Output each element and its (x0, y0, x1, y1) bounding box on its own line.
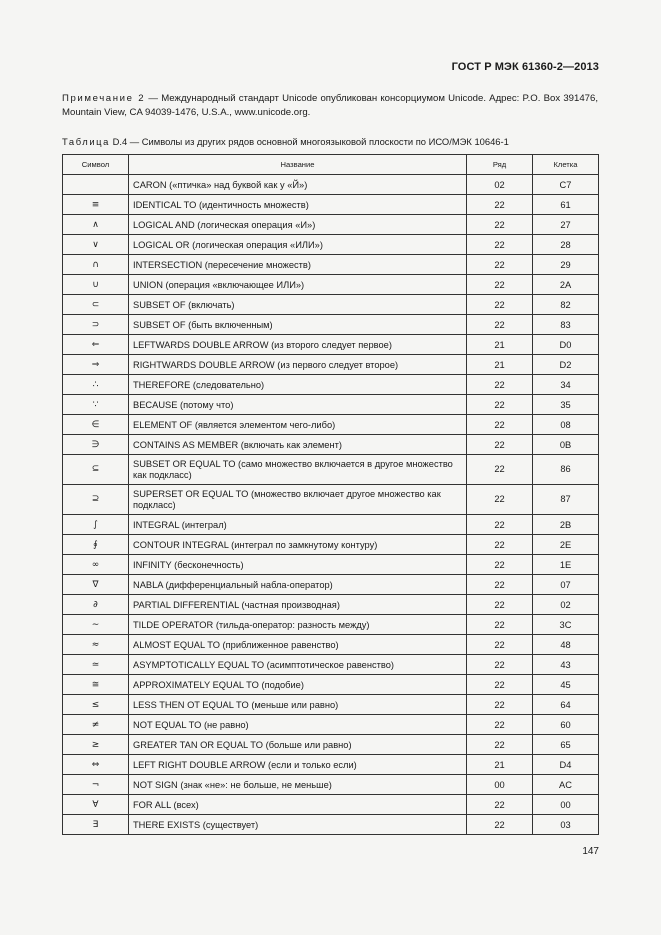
name-cell: LESS THEN OT EQUAL TO (меньше или равно) (129, 695, 467, 715)
symbol-cell: ∪ (63, 275, 129, 295)
symbol-cell: ∃ (63, 815, 129, 835)
name-cell: FOR ALL (всех) (129, 795, 467, 815)
table-row (63, 695, 599, 715)
table-row (63, 535, 599, 555)
table-row (63, 515, 599, 535)
name-cell: LOGICAL AND (логическая операция «И») (129, 215, 467, 235)
code-cell: D4 (533, 755, 599, 775)
code-cell: 2E (533, 535, 599, 555)
table-row (63, 655, 599, 675)
row-cell: 02 (467, 175, 533, 195)
code-cell: 07 (533, 575, 599, 595)
symbol-cell: ∧ (63, 215, 129, 235)
code-cell: 2B (533, 515, 599, 535)
name-cell: BECAUSE (потому что) (129, 395, 467, 415)
row-cell: 22 (467, 595, 533, 615)
table-row (63, 395, 599, 415)
code-cell: D2 (533, 355, 599, 375)
table-row (63, 795, 599, 815)
code-cell: 45 (533, 675, 599, 695)
row-cell: 22 (467, 635, 533, 655)
table-row (63, 415, 599, 435)
table-row (63, 485, 599, 515)
symbol-cell: ∋ (63, 435, 129, 455)
row-cell: 22 (467, 435, 533, 455)
name-cell: TILDE OPERATOR (тильда-оператор: разность между) (129, 615, 467, 635)
symbol-cell: ∇ (63, 575, 129, 595)
code-cell: 86 (533, 455, 599, 485)
name-cell: INTEGRAL (интеграл) (129, 515, 467, 535)
symbol-cell: ⊃ (63, 315, 129, 335)
symbol-cell: ∼ (63, 615, 129, 635)
symbol-cell: ∵ (63, 395, 129, 415)
symbol-cell: ∫ (63, 515, 129, 535)
symbol-cell: ≡ (63, 195, 129, 215)
name-cell: CARON («птичка» над буквой как у «Й») (129, 175, 467, 195)
code-cell: 2A (533, 275, 599, 295)
row-cell: 22 (467, 535, 533, 555)
name-cell: NOT SIGN (знак «не»: не больше, не меньше) (129, 775, 467, 795)
table-row (63, 675, 599, 695)
code-cell: AC (533, 775, 599, 795)
symbol-cell: ∮ (63, 535, 129, 555)
row-cell: 22 (467, 395, 533, 415)
name-cell: LEFT RIGHT DOUBLE ARROW (если и только если) (129, 755, 467, 775)
table-header-row (63, 155, 599, 175)
row-cell: 21 (467, 355, 533, 375)
row-cell: 22 (467, 485, 533, 515)
symbol-cell: ≥ (63, 735, 129, 755)
name-cell: SUBSET OR EQUAL TO (само множество включается в другое множество как подкласс) (129, 455, 467, 485)
row-cell: 22 (467, 515, 533, 535)
symbol-cell: ≃ (63, 655, 129, 675)
table-row (63, 775, 599, 795)
code-cell: 27 (533, 215, 599, 235)
table-row (63, 235, 599, 255)
page-number: 147 (582, 846, 599, 857)
table-row (63, 435, 599, 455)
name-cell: INFINITY (бесконечность) (129, 555, 467, 575)
code-cell: 29 (533, 255, 599, 275)
table-row (63, 455, 599, 485)
row-cell: 22 (467, 455, 533, 485)
name-cell: GREATER TAN OR EQUAL TO (больше или равно) (129, 735, 467, 755)
row-cell: 22 (467, 255, 533, 275)
symbol-cell: ∩ (63, 255, 129, 275)
table-row (63, 295, 599, 315)
code-cell: 87 (533, 485, 599, 515)
code-cell: 02 (533, 595, 599, 615)
row-cell: 22 (467, 275, 533, 295)
symbol-cell: ∀ (63, 795, 129, 815)
code-cell: 00 (533, 795, 599, 815)
table-row (63, 315, 599, 335)
header-name: Название (129, 155, 467, 175)
table-caption-label: Таблица (62, 136, 110, 147)
code-cell: D0 (533, 335, 599, 355)
name-cell: LEFTWARDS DOUBLE ARROW (из второго следует первое) (129, 335, 467, 355)
row-cell: 22 (467, 555, 533, 575)
code-cell: 60 (533, 715, 599, 735)
table-row (63, 615, 599, 635)
table-row (63, 255, 599, 275)
name-cell: SUPERSET OR EQUAL TO (множество включает другое множество как подкласс) (129, 485, 467, 515)
symbols-table (62, 154, 599, 835)
code-cell: 1E (533, 555, 599, 575)
name-cell: SUBSET OF (быть включенным) (129, 315, 467, 335)
symbol-cell: ≠ (63, 715, 129, 735)
code-cell: 03 (533, 815, 599, 835)
symbol-cell: ⇔ (63, 755, 129, 775)
name-cell: NABLA (дифференциальный набла-оператор) (129, 575, 467, 595)
name-cell: PARTIAL DIFFERENTIAL (частная производная) (129, 595, 467, 615)
name-cell: LOGICAL OR (логическая операция «ИЛИ») (129, 235, 467, 255)
row-cell: 22 (467, 215, 533, 235)
row-cell: 22 (467, 575, 533, 595)
table-row (63, 215, 599, 235)
table-row (63, 275, 599, 295)
symbol-cell: ∴ (63, 375, 129, 395)
name-cell: THEREFORE (следовательно) (129, 375, 467, 395)
symbol-cell: ∨ (63, 235, 129, 255)
row-cell: 22 (467, 195, 533, 215)
table-row (63, 175, 599, 195)
code-cell: 65 (533, 735, 599, 755)
name-cell: INTERSECTION (пересечение множеств) (129, 255, 467, 275)
code-cell: 83 (533, 315, 599, 335)
header-symbol: Символ (63, 155, 129, 175)
table-row (63, 575, 599, 595)
symbol-cell: ∈ (63, 415, 129, 435)
row-cell: 21 (467, 755, 533, 775)
name-cell: SUBSET OF (включать) (129, 295, 467, 315)
code-cell: 3C (533, 615, 599, 635)
symbol-cell: ≅ (63, 675, 129, 695)
name-cell: ASYMPTOTICALLY EQUAL TO (асимптотическое равенство) (129, 655, 467, 675)
row-cell: 22 (467, 315, 533, 335)
name-cell: CONTOUR INTEGRAL (интеграл по замкнутому контуру) (129, 535, 467, 555)
row-cell: 22 (467, 375, 533, 395)
header-row: Ряд (467, 155, 533, 175)
symbol-cell: ⇒ (63, 355, 129, 375)
symbol-cell (63, 175, 129, 195)
row-cell: 22 (467, 655, 533, 675)
table-row (63, 355, 599, 375)
table-row (63, 595, 599, 615)
row-cell: 00 (467, 775, 533, 795)
note-paragraph (62, 92, 598, 119)
row-cell: 22 (467, 295, 533, 315)
table-row (63, 715, 599, 735)
name-cell: ELEMENT OF (является элементом чего-либо) (129, 415, 467, 435)
table-caption-text: D.4 — Символы из других рядов основной многоязыковой плоскости по ИСО/МЭК 10646-1 (109, 136, 509, 147)
row-cell: 22 (467, 415, 533, 435)
symbol-cell: ≈ (63, 635, 129, 655)
symbol-cell: ⇐ (63, 335, 129, 355)
code-cell: 82 (533, 295, 599, 315)
name-cell: ALMOST EQUAL TO (приближенное равенство) (129, 635, 467, 655)
row-cell: 22 (467, 235, 533, 255)
symbol-cell: ⊇ (63, 485, 129, 515)
code-cell: 34 (533, 375, 599, 395)
code-cell: 61 (533, 195, 599, 215)
code-cell: 48 (533, 635, 599, 655)
code-cell: C7 (533, 175, 599, 195)
row-cell: 22 (467, 615, 533, 635)
table-row (63, 635, 599, 655)
symbol-cell: ∞ (63, 555, 129, 575)
name-cell: APPROXIMATELY EQUAL TO (подобие) (129, 675, 467, 695)
row-cell: 22 (467, 715, 533, 735)
table-row (63, 815, 599, 835)
table-row (63, 555, 599, 575)
table-body (63, 175, 599, 835)
note-label: Примечание 2 (62, 93, 146, 104)
symbol-cell: ⊂ (63, 295, 129, 315)
row-cell: 22 (467, 695, 533, 715)
row-cell: 22 (467, 815, 533, 835)
name-cell: CONTAINS AS MEMBER (включать как элемент) (129, 435, 467, 455)
table-row (63, 375, 599, 395)
symbol-cell: ∂ (63, 595, 129, 615)
note-text: — Международный стандарт Unicode опубликован консорциумом Unicode. Адрес: P.O. Box 391476, Mountain View, CA 94039-1476, U.S.A., www.unicode.org. (62, 93, 598, 118)
code-cell: 28 (533, 235, 599, 255)
code-cell: 35 (533, 395, 599, 415)
name-cell: THERE EXISTS (существует) (129, 815, 467, 835)
name-cell: NOT EQUAL TO (не равно) (129, 715, 467, 735)
header-cell: Клетка (533, 155, 599, 175)
table-caption (62, 136, 509, 147)
code-cell: 64 (533, 695, 599, 715)
row-cell: 22 (467, 735, 533, 755)
row-cell: 21 (467, 335, 533, 355)
row-cell: 22 (467, 795, 533, 815)
row-cell: 22 (467, 675, 533, 695)
name-cell: RIGHTWARDS DOUBLE ARROW (из первого следует второе) (129, 355, 467, 375)
table-row (63, 735, 599, 755)
code-cell: 08 (533, 415, 599, 435)
name-cell: IDENTICAL TO (идентичность множеств) (129, 195, 467, 215)
symbol-cell: ¬ (63, 775, 129, 795)
table-row (63, 195, 599, 215)
symbol-cell: ≤ (63, 695, 129, 715)
table-row (63, 335, 599, 355)
code-cell: 43 (533, 655, 599, 675)
table-row (63, 755, 599, 775)
symbol-cell: ⊆ (63, 455, 129, 485)
document-identifier: ГОСТ Р МЭК 61360-2—2013 (451, 61, 599, 73)
name-cell: UNION (операция «включающее ИЛИ») (129, 275, 467, 295)
code-cell: 0B (533, 435, 599, 455)
